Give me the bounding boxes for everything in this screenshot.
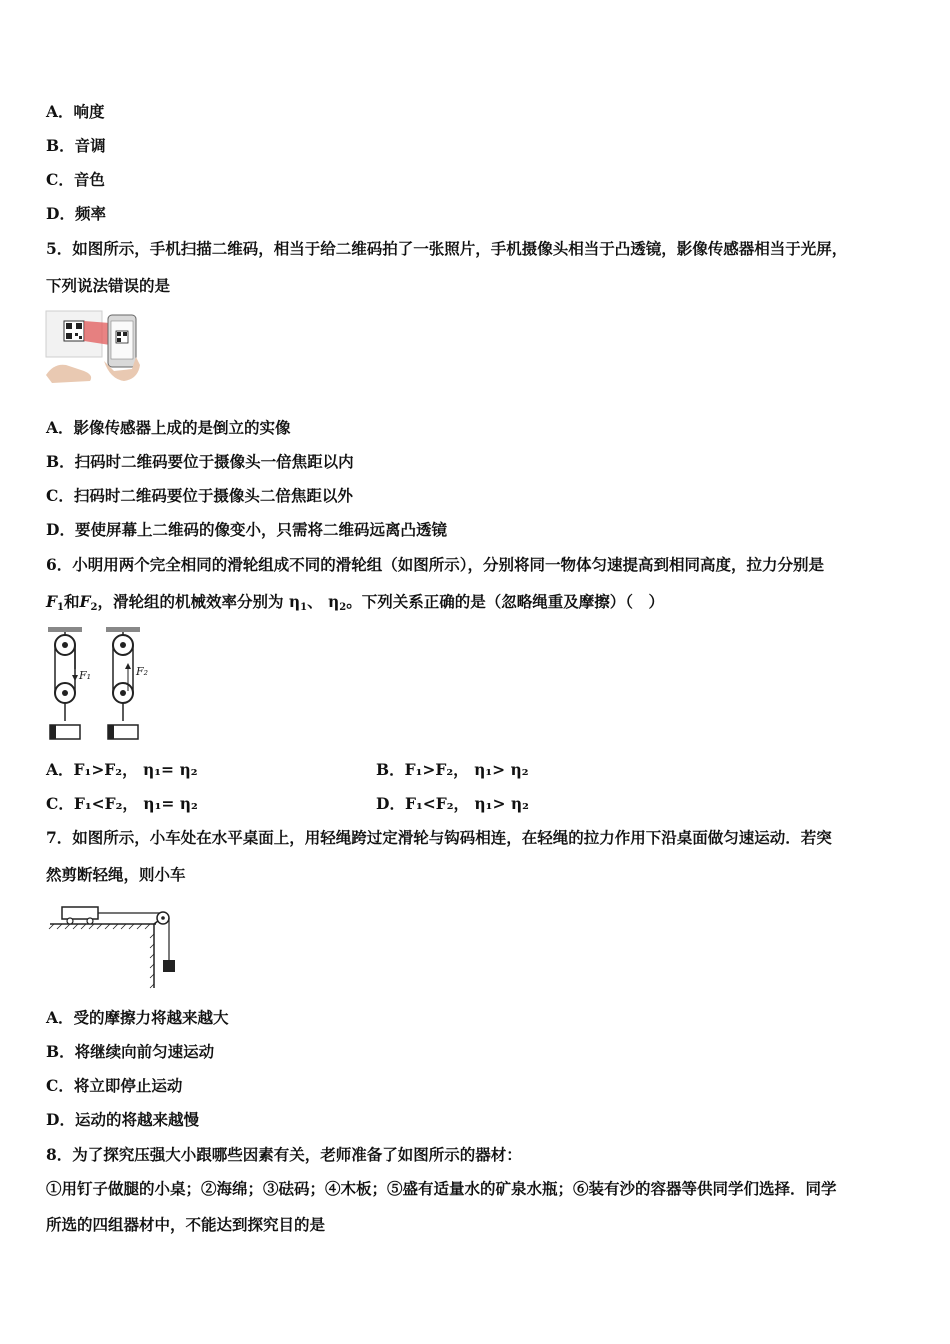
q6-option-a: A．F₁>F₂， η₁= η₂ <box>46 760 198 779</box>
q6-option-b: B．F₁>F₂， η₁> η₂ <box>376 760 529 779</box>
q4-option-c: C．音色 <box>46 170 105 189</box>
q5-option-a: A．影像传感器上成的是倒立的实像 <box>46 418 291 437</box>
ceiling-left <box>48 627 82 632</box>
q5-option-d: D．要使屏幕上二维码的像变小，只需将二维码远离凸透镜 <box>46 520 447 539</box>
q4-option-d: D．频率 <box>46 204 106 223</box>
q4-option-a: A．响度 <box>46 102 105 121</box>
cart-pulley-figure <box>46 898 181 990</box>
q6-stem-line2: $F_1$和$F_2$，滑轮组的机械效率分别为 $\eta_1$、 $\eta_2$。下列关系正确的是（忽略绳重及摩擦）（ ） <box>46 592 665 613</box>
q7-option-b: B．将继续向前匀速运动 <box>46 1042 215 1061</box>
q7-option-a: A．受的摩擦力将越来越大 <box>46 1008 229 1027</box>
q7-option-c: C．将立即停止运动 <box>46 1076 183 1095</box>
q7-option-d: D．运动的将越来越慢 <box>46 1110 199 1129</box>
q6-option-d: D．F₁<F₂， η₁> η₂ <box>376 794 529 813</box>
q7-stem-line2: 然剪断轻绳，则小车 <box>46 865 186 884</box>
q5-stem-line1: 5．如图所示，手机扫描二维码，相当于给二维码拍了一张照片，手机摄像头相当于凸透镜，影像传感器相当于光屏， <box>46 239 848 258</box>
q5-option-c: C．扫码时二维码要位于摄像头二倍焦距以外 <box>46 486 353 505</box>
q6-stem-line1: 6．小明用两个完全相同的滑轮组成不同的滑轮组（如图所示），分别将同一物体匀速提高到相同高度，拉力分别是 <box>46 555 825 574</box>
cart-icon <box>62 907 98 919</box>
ceiling-right <box>106 627 140 632</box>
svg-text:F₂: F₂ <box>136 665 149 678</box>
q5-stem-line2: 下列说法错误的是 <box>46 276 171 295</box>
q4-option-b: B．音调 <box>46 136 106 155</box>
q8-stem-line1: 8．为了探究压强大小跟哪些因素有关，老师准备了如图所示的器材： <box>46 1145 522 1164</box>
q5-option-b: B．扫码时二维码要位于摄像头一倍焦距以内 <box>46 452 354 471</box>
qr-scan-figure <box>44 305 144 385</box>
hook-weight <box>163 960 175 972</box>
q6-option-c: C．F₁<F₂， η₁= η₂ <box>46 794 198 813</box>
q7-stem-line1: 7．如图所示，小车处在水平桌面上，用轻绳跨过定滑轮与钩码相连，在轻绳的拉力作用下沿桌面做匀速运动．若突 <box>46 828 832 847</box>
svg-text:F₁: F₁ <box>79 669 92 682</box>
pulley-systems-figure <box>40 625 160 745</box>
arrow-down-icon <box>72 675 78 681</box>
q8-stem-line2: ①用钉子做腿的小桌；②海绵；③砝码；④木板；⑤盛有适量水的矿泉水瓶；⑥装有沙的容器等供同学们选择．同学 <box>46 1179 837 1198</box>
hand-left-icon <box>46 365 91 383</box>
arrow-up-icon <box>125 663 131 669</box>
scan-beam <box>84 321 110 345</box>
q8-stem-line3: 所选的四组器材中，不能达到探究目的是 <box>46 1215 326 1234</box>
